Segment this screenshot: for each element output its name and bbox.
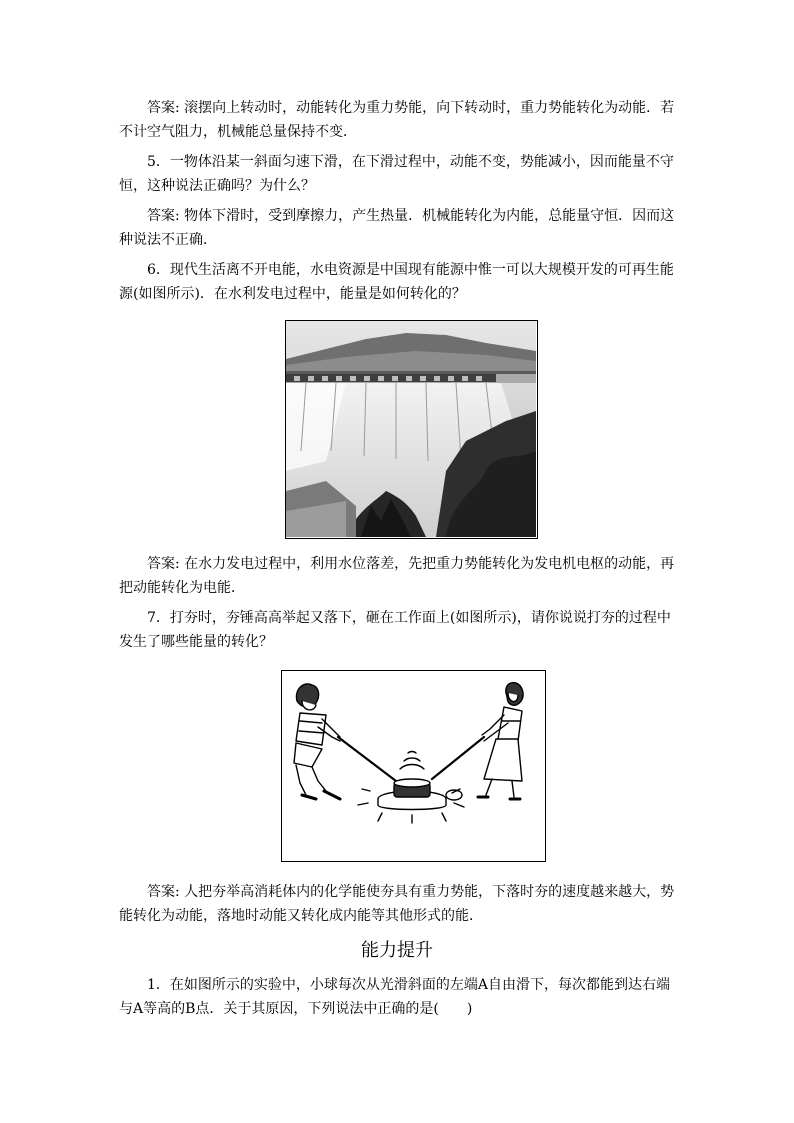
answer-7 <box>119 880 675 928</box>
answer-6-text: 答案: 在水力发电过程中，利用水位落差，先把重力势能转化为发电机电枢的动能，再把动能转化为电能． <box>119 556 675 596</box>
answer-7-text: 答案: 人把夯举高消耗体内的化学能使夯具有重力势能，下落时夯的速度越来越大，势能转化为动能，落地时动能又转化成内能等其他形式的能． <box>119 884 675 924</box>
answer-4 <box>119 96 675 144</box>
answer-6 <box>119 552 675 600</box>
question-5-text: 5．一物体沿某一斜面匀速下滑，在下滑过程中，动能不变，势能减小，因而能量不守恒，这种说法正确吗？为什么？ <box>119 154 674 194</box>
answer-5-text: 答案: 物体下滑时，受到摩擦力，产生热量．机械能转化为内能，总能量守恒．因而这种说法不正确． <box>119 208 675 248</box>
rammer <box>378 752 446 810</box>
question-1 <box>119 973 675 1021</box>
question-6 <box>119 258 675 306</box>
boy-figure <box>294 684 340 799</box>
question-6-text: 6．现代生活离不开电能，水电资源是中国现有能源中惟一可以大规模开发的可再生能源(如图所示)．在水利发电过程中，能量是如何转化的？ <box>119 262 674 302</box>
tamping-illustration <box>281 670 546 862</box>
section-heading: 能力提升 <box>361 940 433 961</box>
question-5 <box>119 150 675 198</box>
dam-photo <box>285 320 538 539</box>
answer-5 <box>119 204 675 252</box>
answer-4-text: 答案: 滚摆向上转动时，动能转化为重力势能，向下转动时，重力势能转化为动能．若不计空气阻力，机械能总量保持不变． <box>119 100 675 140</box>
question-7-text: 7．打夯时，夯锤高高举起又落下，砸在工作面上(如图所示)，请你说说打夯的过程中发生了哪些能量的转化？ <box>119 610 671 650</box>
girl-figure <box>478 683 523 799</box>
question-7 <box>119 606 675 654</box>
question-1-text: 1．在如图所示的实验中，小球每次从光滑斜面的左端A自由滑下，每次都能到达右端与A等高的B点．关于其原因，下列说法中正确的是( ) <box>119 977 671 1017</box>
